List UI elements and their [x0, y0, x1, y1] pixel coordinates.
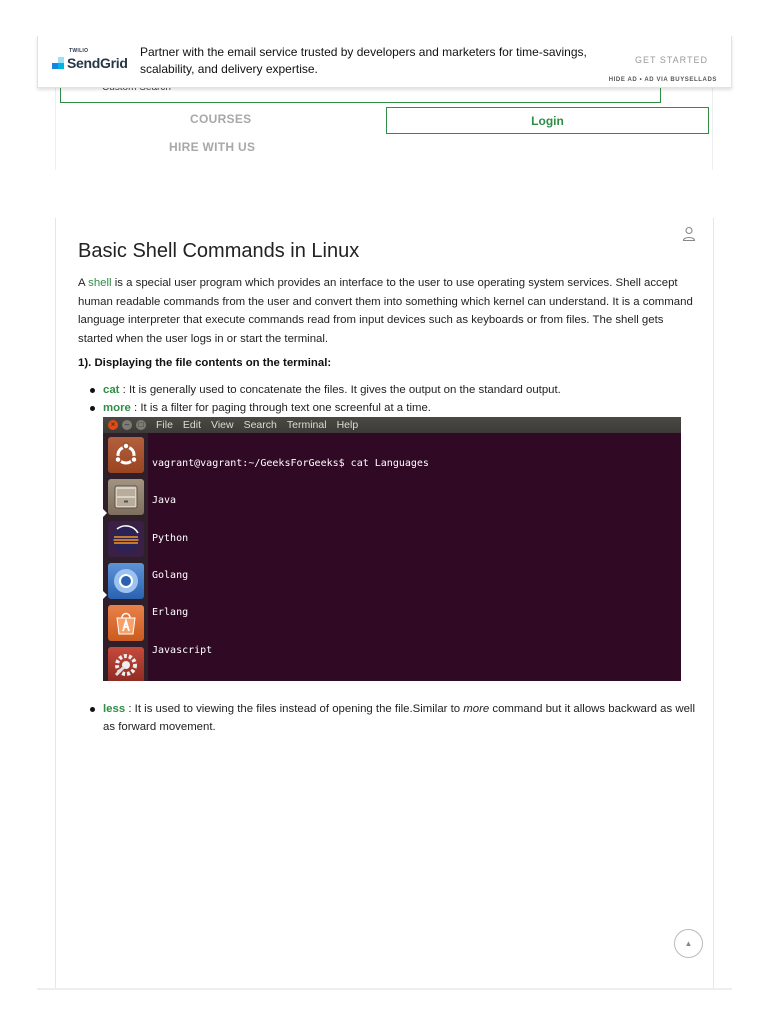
more-command-link[interactable]: more [103, 402, 131, 414]
scroll-to-top-button[interactable] [674, 929, 703, 958]
unity-launcher [103, 433, 148, 681]
ad-brand-super: TWILIO [69, 48, 89, 54]
ubuntu-logo-icon [108, 437, 144, 473]
ad-brand-name: SendGrid [67, 55, 128, 71]
minimize-icon: – [122, 420, 132, 430]
files-cabinet-icon [108, 479, 144, 515]
ad-text[interactable]: Partner with the email service trusted by developers and marketers for time-savings, scalability, and delivery expertise. [140, 45, 587, 76]
sendgrid-logo-icon [52, 57, 64, 69]
software-center-icon [108, 605, 144, 641]
intro-text-pre: A [78, 277, 89, 289]
list-item-cat [103, 381, 561, 399]
terminal-menu [156, 418, 358, 432]
settings-gear-icon [108, 647, 144, 681]
intro-text-post: is a special user program which provides an interface to the user to use operating system services. Shell accept human readable commands from the user and convert them into something which kernel can understand. It is a command language interpreter that execute commands read from input devices such as keyboards or from files. The shell gets started when the user logs in or start the terminal. [78, 277, 693, 345]
menu-search: Search [243, 419, 277, 431]
terminal-title-bar [103, 417, 681, 433]
article-intro [78, 274, 700, 348]
menu-edit: Edit [182, 419, 202, 431]
chromium-icon [108, 563, 144, 599]
eclipse-icon [108, 521, 144, 557]
nav-courses-link[interactable]: COURSES [190, 112, 252, 126]
list-item-more [103, 399, 431, 417]
menu-terminal: Terminal [286, 419, 327, 431]
list-item-less [103, 700, 695, 736]
ad-via-link[interactable]: HIDE AD • AD VIA BUYSELLADS [608, 77, 717, 83]
user-icon[interactable] [682, 226, 696, 242]
arrow-up-icon: ▲ [684, 939, 693, 948]
menu-help: Help [336, 419, 359, 431]
section-heading: 1). Displaying the file contents on the terminal: [78, 357, 332, 369]
terminal-line: vagrant@vagrant:~/GeeksForGeeks$ cat Languages [152, 457, 429, 469]
cat-command-link[interactable]: cat [103, 384, 120, 396]
less-description-em: more [463, 703, 490, 715]
login-button[interactable]: Login [386, 107, 709, 134]
launcher-active-arrow-icon [103, 509, 107, 517]
article-title: Basic Shell Commands in Linux [78, 240, 360, 262]
less-description-pre: : It is used to viewing the files instead of opening the file.Similar to [125, 703, 464, 715]
terminal-output [152, 433, 672, 681]
more-description: : It is a filter for paging through text one screenful at a time. [130, 402, 431, 414]
terminal-line: Erlang [152, 607, 189, 619]
maximize-icon: □ [136, 420, 146, 430]
close-icon: × [108, 420, 118, 430]
terminal-line: Golang [152, 569, 189, 581]
shell-link[interactable]: shell [88, 277, 112, 289]
sendgrid-logo[interactable] [52, 48, 128, 74]
terminal-line: Javascript [152, 644, 213, 656]
terminal-screenshot [103, 417, 681, 681]
ad-get-started-link[interactable]: GET STARTED [634, 55, 708, 65]
launcher-active-arrow-icon [103, 591, 107, 599]
footer-divider [37, 988, 732, 990]
terminal-line: Python [152, 532, 189, 544]
nav-hire-with-us-link[interactable]: HIRE WITH US [169, 140, 256, 154]
ad-banner[interactable] [37, 36, 732, 88]
terminal-line: Java [152, 495, 177, 507]
less-description-post: command but it allows backward as well as forward movement. [103, 703, 695, 733]
menu-file: File [156, 419, 173, 431]
less-command-link[interactable]: less [103, 703, 126, 715]
menu-view: View [211, 419, 234, 431]
cat-description: : It is generally used to concatenate the files. It gives the output on the standard output. [119, 384, 561, 396]
